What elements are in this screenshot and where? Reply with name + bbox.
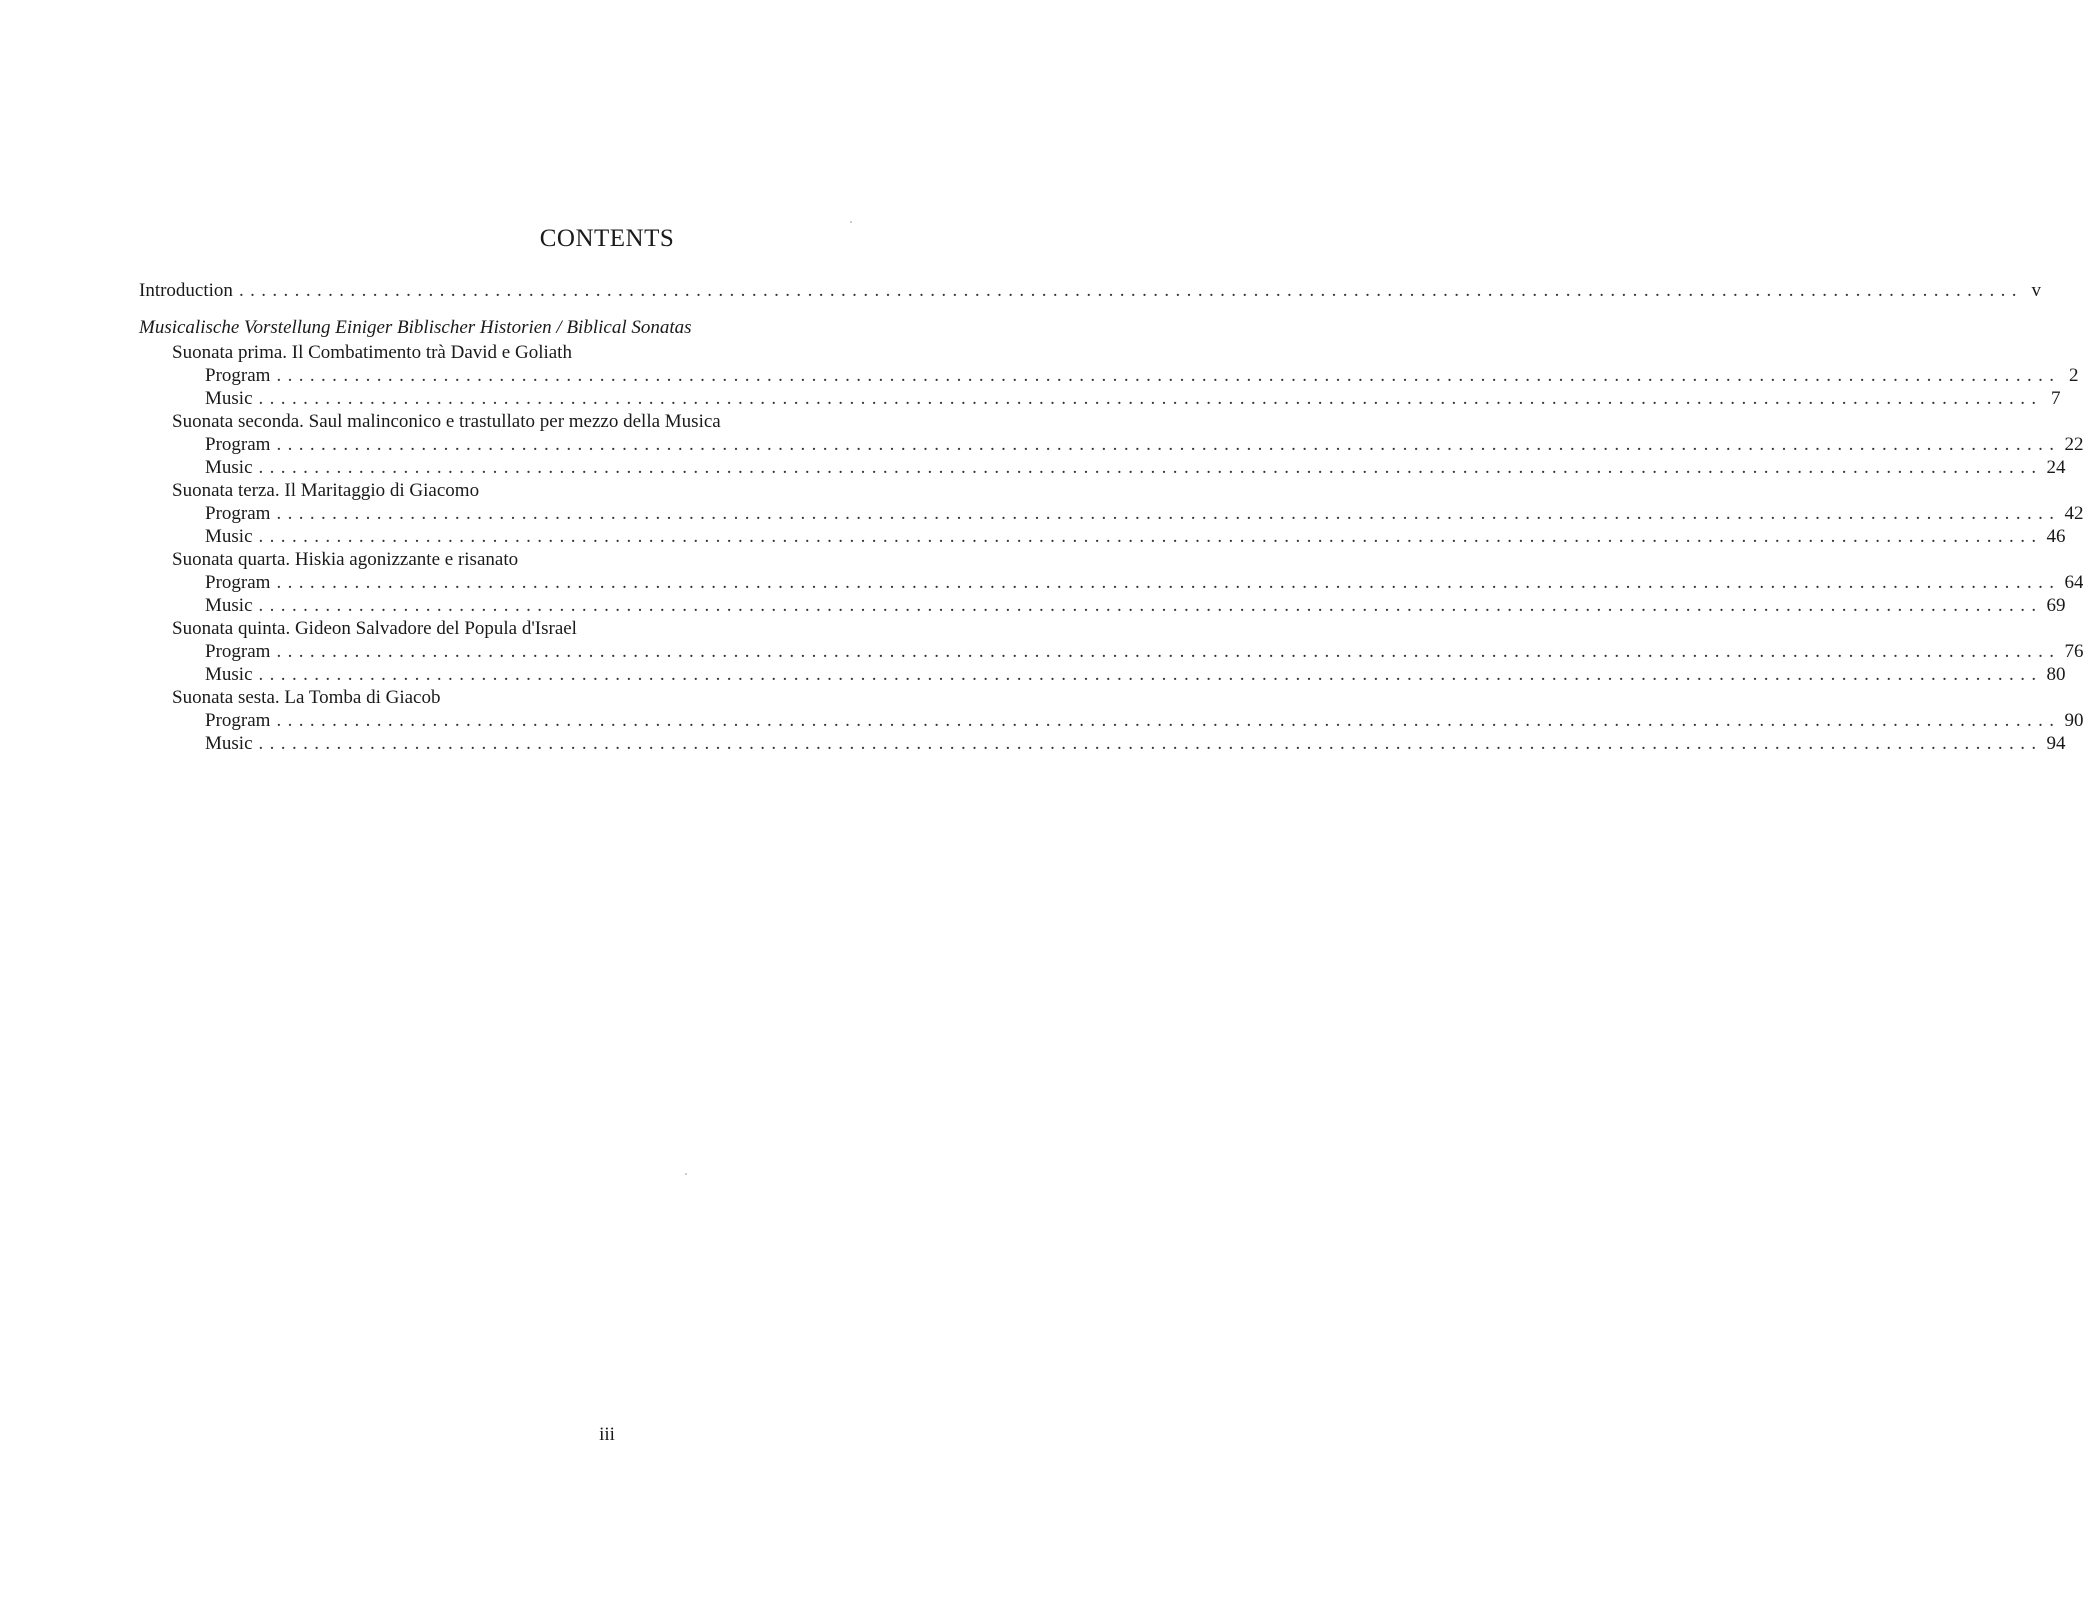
toc-entry-program[interactable] — [139, 640, 2083, 663]
toc-page-number: 64 — [2064, 572, 2083, 593]
toc-entry-program[interactable] — [139, 433, 2083, 456]
dot-leader: ................................................................................................................................................................ — [276, 434, 2061, 455]
toc-page-number: 94 — [2046, 733, 2066, 754]
dot-leader: ................................................................................................................................................................ — [238, 280, 2023, 301]
toc-entry-label: Program — [205, 434, 271, 455]
toc-entry-label: Introduction — [139, 280, 233, 301]
toc-entry-label: Music — [205, 526, 253, 547]
page-number-folio: iii — [599, 1424, 615, 1445]
toc-page-number: v — [2031, 280, 2041, 301]
toc-entry-introduction[interactable] — [139, 279, 2041, 302]
table-of-contents — [139, 279, 2083, 755]
toc-entry-music[interactable] — [139, 594, 2066, 617]
scan-speck — [850, 221, 852, 223]
toc-entry-program[interactable] — [139, 364, 2079, 387]
toc-page-number: 24 — [2046, 457, 2066, 478]
toc-entry-label: Program — [205, 710, 271, 731]
dot-leader: ................................................................................................................................................................ — [258, 388, 2043, 409]
toc-page-number: 90 — [2064, 710, 2083, 731]
toc-page-number: 22 — [2064, 434, 2083, 455]
sonata-title: Suonata quinta. Gideon Salvadore del Popula d'Israel — [172, 618, 577, 639]
toc-page-number: 76 — [2064, 641, 2083, 662]
toc-entry-label: Music — [205, 388, 253, 409]
toc-entry-music[interactable] — [139, 663, 2066, 686]
toc-entry-label: Music — [205, 457, 253, 478]
dot-leader: ................................................................................................................................................................ — [276, 503, 2061, 524]
toc-entry-label: Program — [205, 641, 271, 662]
toc-entry-music[interactable] — [139, 525, 2066, 548]
sonata-title: Suonata sesta. La Tomba di Giacob — [172, 687, 441, 708]
dot-leader: ................................................................................................................................................................ — [258, 457, 2043, 478]
toc-entry-program[interactable] — [139, 571, 2083, 594]
toc-entry-label: Music — [205, 664, 253, 685]
dot-leader: ................................................................................................................................................................ — [258, 664, 2043, 685]
page-title: CONTENTS — [539, 225, 675, 252]
toc-page-number: 46 — [2046, 526, 2066, 547]
toc-entry-label: Music — [205, 595, 253, 616]
sonata-title: Suonata quarta. Hiskia agonizzante e risanato — [172, 549, 519, 570]
toc-page-number: 80 — [2046, 664, 2066, 685]
toc-entry-label: Program — [205, 503, 271, 524]
dot-leader: ................................................................................................................................................................ — [258, 595, 2043, 616]
dot-leader: ................................................................................................................................................................ — [258, 526, 2043, 547]
dot-leader: ................................................................................................................................................................ — [276, 572, 2061, 593]
toc-page-number: 2 — [2068, 365, 2079, 386]
collection-heading: Musicalische Vorstellung Einiger Biblischer Historien / Biblical Sonatas — [139, 317, 692, 338]
toc-entry-music[interactable] — [139, 456, 2066, 479]
sonata-title: Suonata seconda. Saul malinconico e trastullato per mezzo della Musica — [172, 411, 721, 432]
toc-entry-music[interactable] — [139, 732, 2066, 755]
toc-entry-label: Program — [205, 365, 271, 386]
toc-entry-program[interactable] — [139, 502, 2083, 525]
toc-page-number: 69 — [2046, 595, 2066, 616]
toc-page-number: 42 — [2064, 503, 2083, 524]
sonata-title: Suonata terza. Il Maritaggio di Giacomo — [172, 480, 480, 501]
toc-entry-label: Program — [205, 572, 271, 593]
sonata-title: Suonata prima. Il Combatimento trà David e Goliath — [172, 342, 572, 363]
scan-speck — [685, 1173, 687, 1175]
toc-entry-music[interactable] — [139, 387, 2061, 410]
toc-entry-label: Music — [205, 733, 253, 754]
toc-entry-program[interactable] — [139, 709, 2083, 732]
dot-leader: ................................................................................................................................................................ — [276, 641, 2061, 662]
dot-leader: ................................................................................................................................................................ — [276, 365, 2061, 386]
toc-page-number: 7 — [2051, 388, 2061, 409]
dot-leader: ................................................................................................................................................................ — [276, 710, 2061, 731]
dot-leader: ................................................................................................................................................................ — [258, 733, 2043, 754]
